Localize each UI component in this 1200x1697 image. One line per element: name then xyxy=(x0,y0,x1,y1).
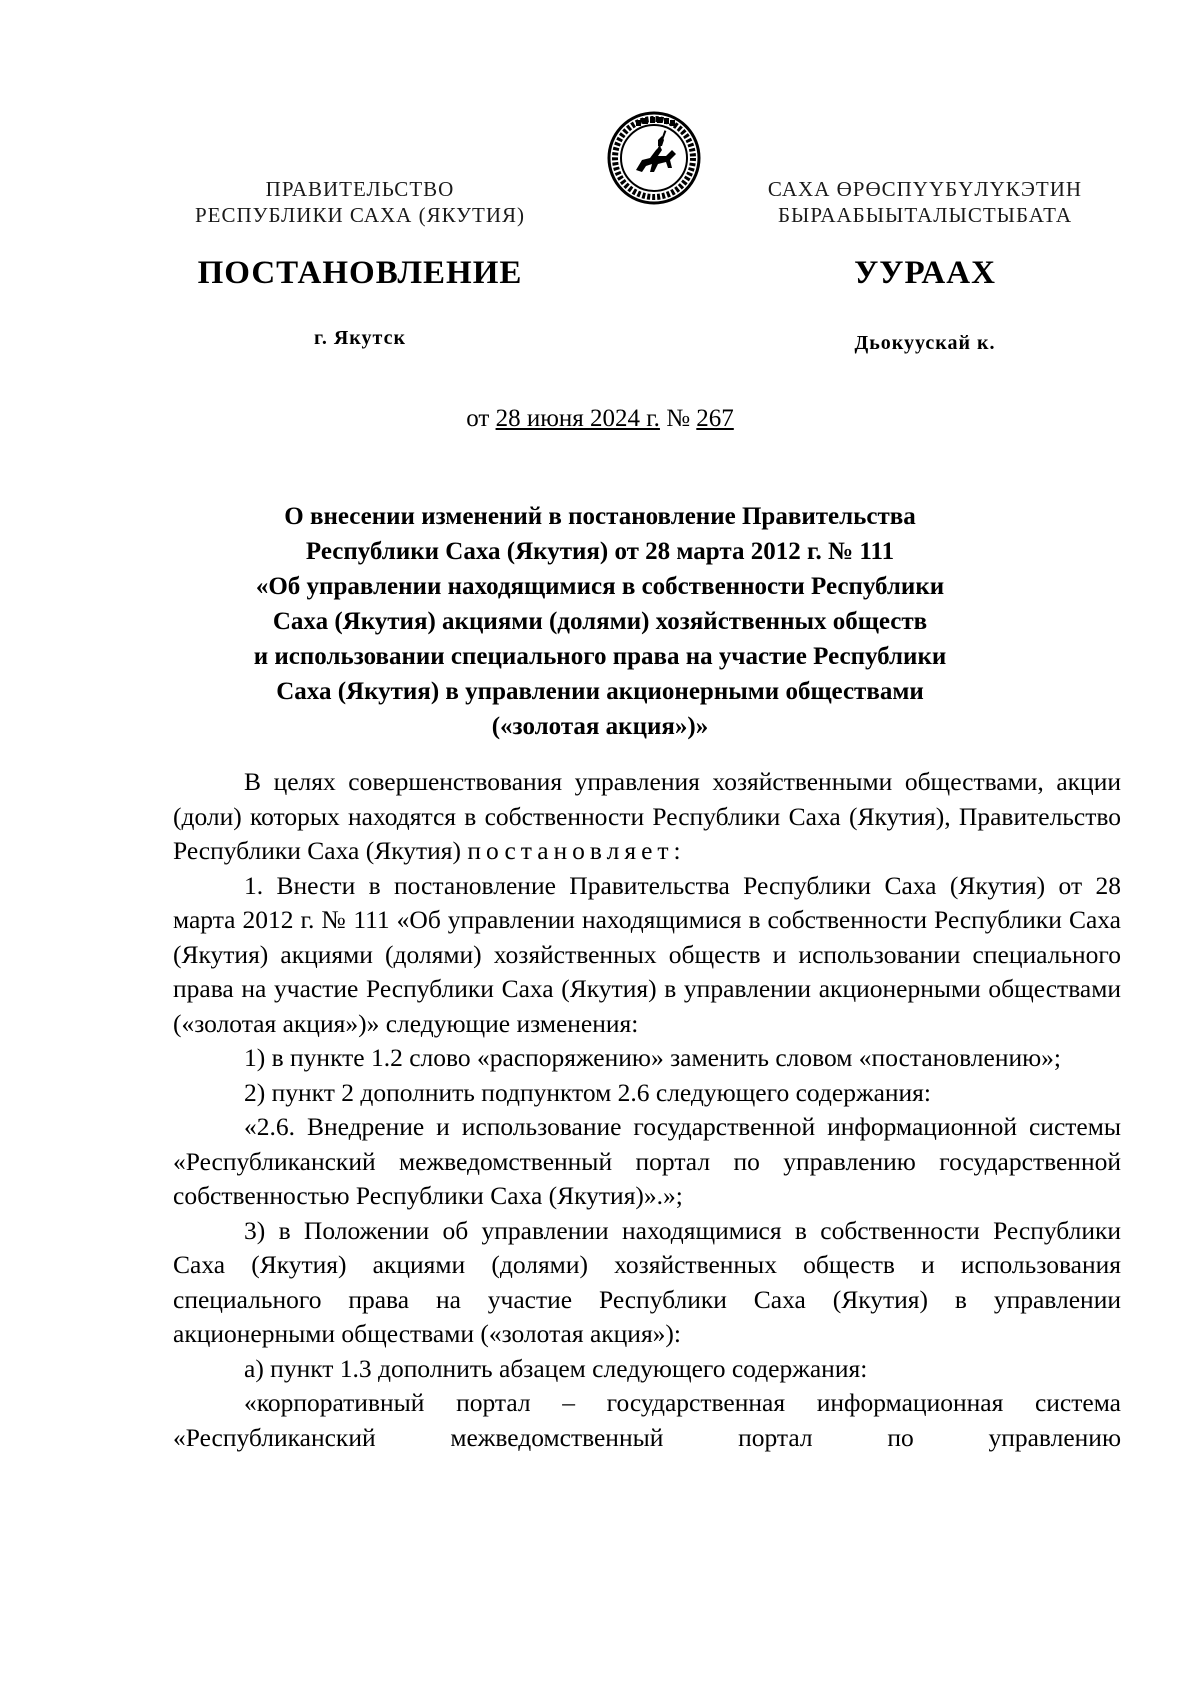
left-org-line2: РЕСПУБЛИКИ САХА (ЯКУТИЯ) xyxy=(194,203,526,227)
body-paragraph-1-2: 2) пункт 2 дополнить подпунктом 2.6 следующего содержания: xyxy=(244,1077,931,1107)
left-org-name xyxy=(150,176,570,228)
city-ru: г. Якутск xyxy=(314,327,406,349)
coat-of-arms-emblem xyxy=(606,110,702,206)
right-org-line1: САХА ӨРӨСПҮҮБҮЛҮКЭТИН xyxy=(767,177,1083,201)
preamble-resolves: постановляет: xyxy=(467,836,686,865)
right-org-name xyxy=(735,176,1115,228)
body-paragraph-1-3: 3) в Положении об управлении находящимися в собственности Республики Саха (Якутия) акциями (долями) хозяйственных обществ и использования специального права на участие Республики Саха (Якутия) в управлении акционерными обществами («золотая акция»): xyxy=(173,1215,1121,1348)
title-line-2: Республики Саха (Якутия) от 28 марта 2012 г. № 111 xyxy=(305,538,895,565)
body-paragraph-quote-2-6: «2.6. Внедрение и использование государственной информационной системы «Республиканский межведомственный портал по управлению государственной собственностью Республики Саха (Якутия)».»; xyxy=(173,1112,1121,1210)
body-paragraph-quote-portal: «корпоративный портал – государственная информационная система «Республиканский межведомственный портал по управлению xyxy=(173,1388,1121,1452)
document-dateline xyxy=(0,405,1200,433)
document-title xyxy=(150,499,1050,744)
body-paragraph-1-3-a: а) пункт 1.3 дополнить абзацем следующего содержания: xyxy=(244,1353,868,1383)
yakutia-coat-of-arms-icon xyxy=(606,110,702,206)
dateline-number-sign: № xyxy=(659,405,697,432)
preamble-text: В целях совершенствования управления хозяйственными обществами, акции (доли) которых находятся в собственности Республики Саха (Якутия), Правительство Республики Саха (Якутия) xyxy=(173,767,1121,865)
left-org-line1: ПРАВИТЕЛЬСТВО xyxy=(265,177,455,201)
title-line-7: («золотая акция»)» xyxy=(491,713,709,740)
body-paragraph-1-1: 1) в пункте 1.2 слово «распоряжению» заменить словом «постановлению»; xyxy=(244,1043,1061,1072)
title-line-3: «Об управлении находящимися в собственности Республики xyxy=(255,573,945,600)
right-org-line2: БЫРААБЫЫТАЛЫСТЫБАТА xyxy=(777,203,1073,227)
body-paragraph-preamble xyxy=(173,765,1121,869)
title-line-5: и использовании специального права на участие Республики xyxy=(253,643,947,670)
body-paragraph-1: 1. Внести в постановление Правительства Республики Саха (Якутия) от 28 марта 2012 г. № 111 «Об управлении находящимися в собственности Республики Саха (Якутия) акциями (долями) хозяйственных обществ и использовании специального права на участие Республики Саха (Якутия) в управлении акционерными обществами («золотая акция»)» следующие изменения: xyxy=(173,870,1121,1038)
dateline-date: 28 июня 2024 г. xyxy=(495,405,660,432)
city-sakha: Дьокуускай к. xyxy=(854,332,996,354)
title-line-4: Саха (Якутия) акциями (долями) хозяйственных обществ xyxy=(272,608,928,635)
document-body xyxy=(173,765,1121,1455)
doc-type-ru: ПОСТАНОВЛЕНИЕ xyxy=(197,255,523,291)
title-line-6: Саха (Якутия) в управлении акционерными обществами xyxy=(276,678,924,705)
doc-type-sakha: УУРААХ xyxy=(854,255,996,291)
title-line-1: О внесении изменений в постановление Правительства xyxy=(284,503,916,530)
dateline-prefix: от xyxy=(466,405,496,432)
dateline-number: 267 xyxy=(696,405,734,432)
